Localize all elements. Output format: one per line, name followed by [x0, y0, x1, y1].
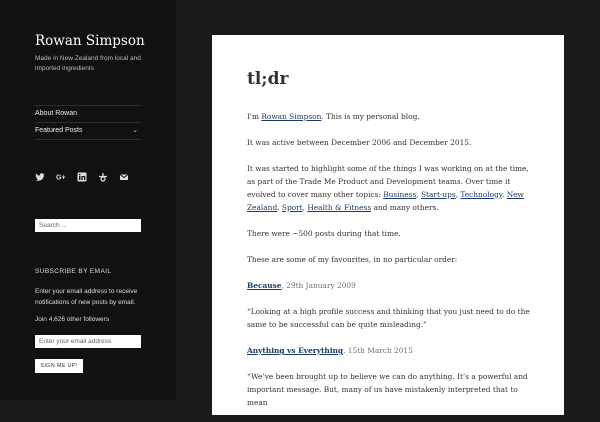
sidebar-menu [35, 105, 141, 140]
page-title: tl;dr [247, 69, 289, 89]
twitter-icon[interactable] [35, 172, 45, 182]
intro-paragraph [247, 110, 537, 123]
active-paragraph: It was active between December 2006 and December 2015. [247, 138, 472, 147]
started-paragraph: It was started to highlight some of the things I was working on at the time, as part of the Trade Me Product and Development teams. Over time it evolved to cover many other topics: Business, Start-ups, Technology, New Zealand, Sport, Health & Fitness and many others. [247, 164, 529, 212]
topic-link-business[interactable]: Business [383, 190, 417, 199]
topic-link-health-fitness[interactable]: Health & Fitness [307, 203, 372, 212]
post-quote: “We’ve been brought up to believe we can do anything. It’s a powerful and important message. But, many of us have mistakenly interpreted that to mean [247, 372, 528, 407]
article-body [247, 110, 537, 422]
email-field[interactable]: Enter your email address [35, 335, 141, 348]
flickr-icon[interactable] [98, 172, 108, 182]
topic-link-sport[interactable]: Sport [281, 203, 303, 212]
article [212, 35, 564, 415]
menu-item-label: About Rowan [35, 110, 78, 117]
topics-suffix: and many others. [371, 203, 439, 212]
topic-link-start-ups[interactable]: Start-ups [420, 190, 456, 199]
topic-link-technology[interactable]: Technology [460, 190, 502, 199]
followers-count: Join 4,626 other followers [35, 316, 110, 323]
chevron-down-icon[interactable]: ⌄ [132, 127, 138, 134]
post-link-anything-vs-everything[interactable]: Anything vs Everything [247, 346, 344, 355]
subscribe-description: Enter your email address to receive notifications of new posts by email. [35, 288, 138, 306]
post-date: , 29th January 2009 [281, 281, 356, 290]
google-plus-icon[interactable] [56, 172, 66, 182]
post-date: , 15th March 2015 [343, 346, 413, 355]
post-heading [247, 344, 537, 357]
favourites-intro: These are some of my favourites, in no particular order: [247, 255, 458, 264]
author-link[interactable]: Rowan Simpson [261, 112, 322, 121]
menu-item-label: Featured Posts [35, 127, 83, 134]
search-input[interactable]: Search ... [35, 219, 141, 232]
email-icon[interactable] [119, 172, 129, 182]
site-description: Made in New Zealand from local and imported ingredients [35, 55, 141, 72]
subscribe-heading: SUBSCRIBE BY EMAIL [35, 268, 112, 275]
menu-item-about-rowan[interactable] [35, 106, 141, 123]
topic-link-new-zealand[interactable]: New Zealand [247, 190, 524, 212]
intro-suffix: . This is my personal blog. [321, 112, 420, 121]
post-link-because[interactable]: Because [247, 281, 282, 290]
started-text: It was started to highlight some of the things I was working on at the time, as part of the Trade Me Product and Development teams. Over time it evolved to cover many other topics: [247, 164, 529, 199]
social-links [35, 172, 129, 182]
post-quote: “Looking at a high profile success and thinking that you just need to do the same to be successful can be quite misleading.” [247, 307, 530, 329]
site-title[interactable]: Rowan Simpson [35, 33, 145, 49]
svg-text:G+: G+ [56, 174, 66, 182]
intro-prefix: I'm [247, 112, 262, 121]
post-count: There were ~500 posts during that time. [247, 229, 401, 238]
sign-me-up-button[interactable]: SIGN ME UP! [35, 359, 83, 373]
post-heading [247, 279, 537, 292]
menu-item-featured-posts[interactable] [35, 123, 141, 140]
sidebar [0, 0, 176, 400]
linkedin-icon[interactable] [77, 172, 87, 182]
